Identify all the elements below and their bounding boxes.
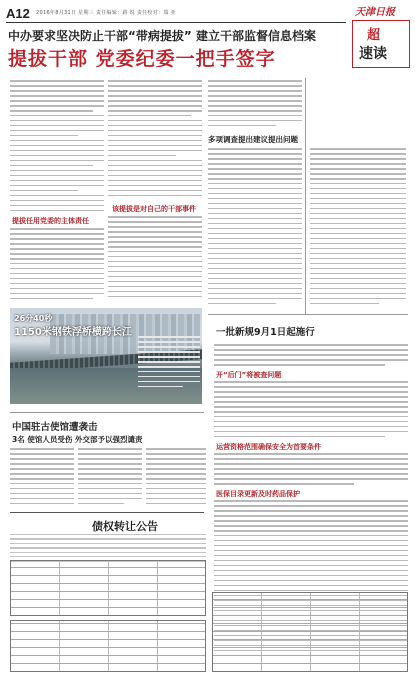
- photo-tag-caption: 1150米钢铁浮桥横跨长江: [14, 327, 132, 338]
- mid-body-top: [208, 80, 302, 130]
- right-sub2: 运营资格范围确保安全为首要条件: [216, 443, 321, 451]
- mid-body-right: [310, 148, 406, 308]
- header-rule: [6, 22, 346, 23]
- bottom-body1: [10, 448, 74, 508]
- right-headline: 一批新规9月1日起施行: [216, 327, 315, 338]
- ads-table-left2: [10, 620, 206, 672]
- photo-tag-time: 26分40秒: [14, 314, 53, 323]
- right-sub3: 医保目录更新及时药品保护: [216, 490, 300, 498]
- right-sub1: 开“后门”将被查问题: [216, 371, 282, 379]
- newspaper-logo: 天津日报: [355, 7, 395, 18]
- bottom-rule: [10, 412, 204, 413]
- ads-top-rule: [10, 512, 204, 513]
- lead-subhead: 提拔任用党委的主体责任: [12, 217, 89, 225]
- mid-headline: 多项调查提出建议提出问题: [208, 135, 298, 144]
- lead-body-col2b: [108, 216, 202, 301]
- bottom-subhead: 3名 使馆人员受伤 外交部予以强烈谴责: [12, 435, 143, 444]
- bottom-body3: [146, 448, 206, 508]
- date-line: 2016年8月31日 星期三 责任编辑：路 锐 责任校对：瑞 亚: [36, 10, 176, 16]
- page-header: [0, 0, 415, 72]
- lead-body-col1: [10, 80, 104, 215]
- ads-title: 债权转让公告: [92, 520, 158, 533]
- right-intro: [214, 344, 408, 369]
- section-rule: [208, 314, 408, 315]
- lead-body-col1b: [10, 228, 104, 303]
- col2-subhead: 该提拔是对自己的干部事件: [112, 205, 196, 213]
- column-rule: [305, 78, 306, 314]
- right-body1: [214, 381, 408, 441]
- ads-table-right: [212, 592, 408, 672]
- lead-kicker: 中办要求坚决防止干部“带病提拔” 建立干部监督信息档案: [8, 29, 316, 43]
- lead-body-col2: [108, 80, 202, 200]
- mid-body: [208, 148, 302, 308]
- bottom-body2: [78, 448, 142, 508]
- right-body2: [214, 453, 408, 488]
- section-badge-line1: 超: [367, 28, 381, 43]
- photo-caption-text: [138, 336, 200, 391]
- lead-headline: 提拔干部 党委纪委一把手签字: [8, 48, 276, 70]
- section-badge-line2: 速读: [359, 46, 387, 62]
- section-badge: [352, 20, 410, 68]
- bottom-headline: 中国驻古使馆遭袭击: [12, 422, 98, 433]
- ads-table-left: [10, 560, 206, 616]
- page-number: A12: [6, 6, 30, 21]
